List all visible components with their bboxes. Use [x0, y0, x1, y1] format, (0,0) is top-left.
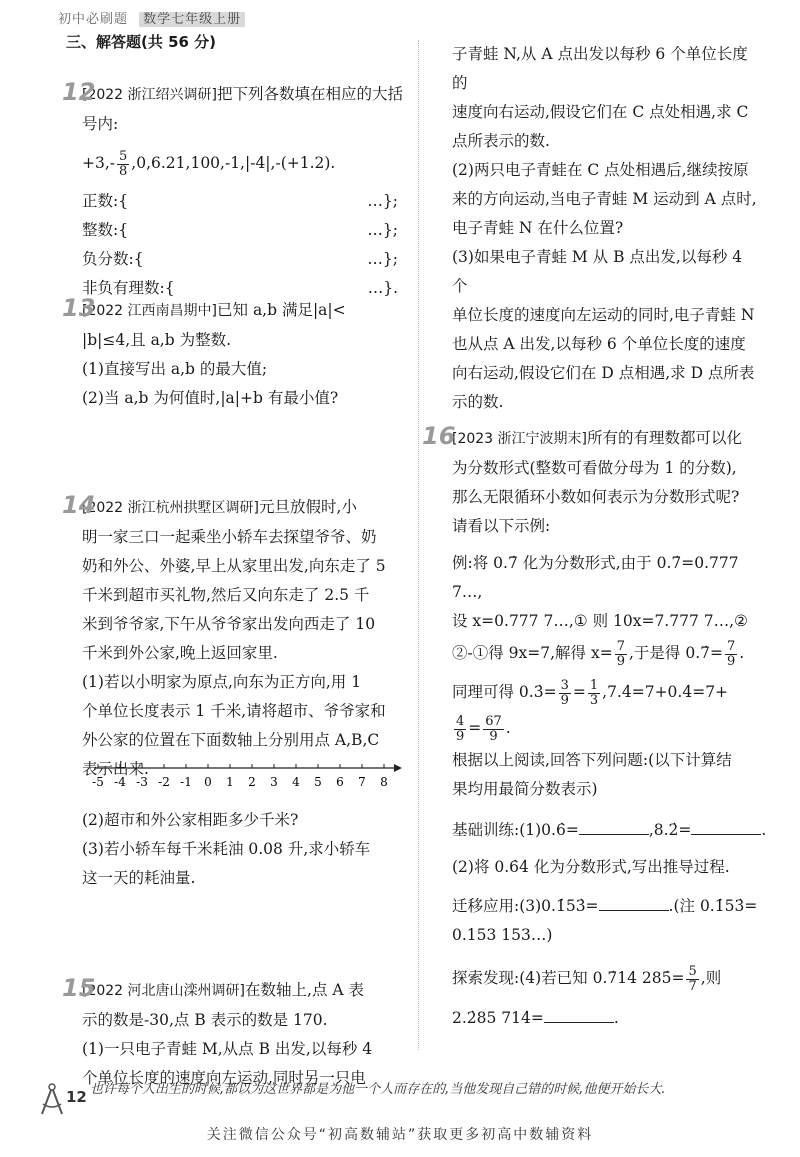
answer-blank[interactable]	[544, 1008, 614, 1023]
set-nonnegative-rational: 非负有理数:{ …}.	[82, 278, 398, 297]
question-source: [2022 浙江绍兴调研]	[82, 87, 218, 103]
set-positive: 正数:{ …};	[82, 191, 398, 210]
axis-tick-label: 8	[380, 775, 388, 789]
part-1: (1)一只电子青蛙 M,从点 B 出发,以每秒 4	[82, 1040, 373, 1058]
question-12	[62, 78, 406, 303]
question-number: 16	[422, 422, 456, 450]
example-line-3: ②-①得 9x=7,解得 x= $\frac{7}{9}$ ,于是得 0.7̇= $\frac{7}{9}$ .	[452, 638, 745, 669]
fraction: $\frac{7}{9}$	[616, 638, 625, 669]
axis-tick-label: -1	[180, 775, 192, 789]
fraction: $\frac{5}{7}$	[688, 963, 697, 994]
promo-line: 关注微信公众号“初高数辅站”获取更多初高中数辅资料	[206, 1127, 594, 1143]
question-15-continued: 子青蛙 N,从 A 点出发以每秒 6 个单位长度的 速度向右运动,假设它们在 C 点处相遇,求 C 点所表示的数. (2)两只电子青蛙在 C 点处相遇后,继续按原 来的方向运动,当电子青蛙 M 运动到 A 点时, 电子青蛙 N 在什么位置? (3)如果电子青蛙 M 从 B 点出发,以每秒 4 个 单位长度的速度向左运动的同时,电子青蛙 N 也从点 A 出发,以每秒 6 个单位长度的速度 向右运动,假设它们在 D 点相遇,求 D 点所表 示的数.	[452, 40, 762, 417]
fraction: $\frac{67}{9}$	[485, 713, 502, 744]
question-source: [2022 江西南昌期中]	[82, 303, 218, 319]
part-2: (2)将 0.6̇4̇ 化为分数形式,写出推导过程.	[452, 858, 730, 876]
example-line-2: 设 x=0.777 7…,① 则 10x=7.777 7…,②	[452, 612, 748, 630]
question-source: [2022 河北唐山滦州调研]	[82, 983, 246, 999]
example-line-1: 例:将 0.7̇ 化为分数形式,由于 0.7̇=0.777 7…,	[452, 554, 739, 601]
axis-tick-label: -5	[92, 775, 104, 789]
question-16: 16 [2023 浙江宁波期末]所有的有理数都可以化 为分数形式(整数可看做分母为 1 的分数), 那么无限循环小数如何表示为分数形式呢? 请看以下示例: 例:将 0.7̇ 化为分数形式,由于 0.7̇=0.777 7…, 设 x=0.777 7…,① 则 10x=7.777 7…,② ②-①得 9x=7,解得 x= $\frac{7}{9}$ ,于是得 0.7̇= $\frac{7}{9}$ . 同理可得 0.3̇= $\frac{3}{9}$ = $\frac{1}{3}$ ,7.4̇=7+0.4̇=7+ $\frac{4}{9}$ = $\frac{67}{9}$ . 根据以上阅读,回答下列问题:(以下计算结 果均用最简分数表示) 基础训练:(1)0.6̇= ,8.2̇= . (2)将 0.6̇4̇ 化为分数形式,写出推导过程. 迁移应用:(3)0.1̇53̇= .(注 0.1̇53̇= 0.153 153…) 探索发现:(4)若已知 0.7̇14 285̇= $\frac{5}{7}$ ,则 2.2̇85 714̇= .	[452, 424, 772, 1033]
compass-icon	[38, 1082, 66, 1116]
fraction: $\frac{3}{9}$	[560, 677, 569, 708]
axis-tick-label: 5	[314, 775, 322, 789]
question-number: 15	[62, 974, 96, 1002]
instruction: 根据以上阅读,回答下列问题:(以下计算结	[452, 751, 732, 769]
set-negative-fraction: 负分数:{ …};	[82, 249, 398, 268]
axis-tick-label: 6	[336, 775, 344, 789]
axis-tick-label: -3	[136, 775, 148, 789]
set-integer: 整数:{ …};	[82, 220, 398, 239]
footer-quote: 也许每个人出生的时候,都以为这世界都是为他一个人而存在的,当他发现自己错的时候,他便开始长大.	[90, 1082, 666, 1097]
column-divider	[418, 40, 419, 1050]
question-13: 13 [2022 江西南昌期中]已知 a,b 满足|a|< |b|≤4,且 a,b 为整数. (1)直接写出 a,b 的最大值; (2)当 a,b 为何值时,|a|+b 有最小值?	[82, 296, 406, 413]
fraction: $\frac{7}{9}$	[726, 638, 736, 669]
question-14-parts: (2)超市和外公家相距多少千米? (3)若小轿车每千米耗油 0.08 升,求小轿车 这一天的耗油量.	[82, 806, 406, 893]
part-2: (2)超市和外公家相距多少千米?	[82, 811, 299, 829]
page-header	[58, 8, 245, 27]
question-number: 12	[62, 78, 96, 106]
basic-training: 基础训练:(1)0.6̇= ,8.2̇= .	[452, 821, 767, 839]
page-number: 12	[66, 1088, 87, 1106]
part-2: (2)当 a,b 为何值时,|a|+b 有最小值?	[82, 389, 339, 407]
answer-blank[interactable]	[691, 820, 761, 835]
fraction: $\frac{1}{3}$	[589, 677, 599, 708]
left-column	[62, 28, 406, 1087]
question-text: 把下列各数填在相应的大括号内:	[82, 85, 404, 133]
answer-blank[interactable]	[599, 896, 669, 911]
book-title: 数学七年级上册	[139, 12, 245, 27]
same-line: 同理可得 0.3̇= $\frac{3}{9}$ = $\frac{1}{3}$ ,7.4̇=7+0.4̇=7+	[452, 677, 729, 708]
series-title: 初中必刷题	[58, 12, 129, 27]
set-list	[82, 187, 406, 303]
question-source: [2022 浙江杭州拱墅区调研]	[82, 500, 260, 516]
axis-tick-label: 2	[248, 775, 256, 789]
part-3: (3)若小轿车每千米耗油 0.08 升,求小轿车	[82, 840, 371, 858]
axis-tick-label: 7	[358, 775, 366, 789]
answer-blank[interactable]	[579, 820, 649, 835]
axis-tick-label: 3	[270, 775, 278, 789]
number-line	[92, 758, 402, 798]
migration-application: 迁移应用:(3)0.1̇53̇= .(注 0.1̇53̇=	[452, 897, 758, 915]
part-1: (1)若以小明家为原点,向东为正方向,用 1	[82, 673, 362, 691]
exploration: 探索发现:(4)若已知 0.7̇14 285̇= $\frac{5}{7}$ ,则	[452, 963, 722, 994]
question-number: 14	[62, 491, 96, 519]
fraction: $\frac{4}{9}$	[456, 713, 465, 744]
page-number-badge	[38, 1082, 88, 1118]
part-2: (2)两只电子青蛙在 C 点处相遇后,继续按原	[452, 161, 749, 179]
axis-tick-label: -4	[114, 775, 126, 789]
question-15: 15 [2022 河北唐山滦州调研]在数轴上,点 A 表 示的数是-30,点 B 表示的数是 170. (1)一只电子青蛙 M,从点 B 出发,以每秒 4 个单位长度的速度向左运动,同时另一只电	[82, 976, 406, 1093]
number-line-arrow	[394, 764, 402, 772]
question-number: 13	[62, 294, 96, 322]
right-column	[422, 40, 767, 1027]
section-title: 三、解答题(共 56 分)	[66, 33, 217, 51]
question-14: 14 [2022 浙江杭州拱墅区调研]元旦放假时,小 明一家三口一起乘坐小轿车去探望爷爷、奶 奶和外公、外婆,早上从家里出发,向东走了 5 千米到超市买礼物,然后又向东走了 2.5 千 米到爷爷家,下午从爷爷家出发向西走了 10 千米到外公家,晚上返回家里. (1)若以小明家为原点,向东为正方向,用 1 个单位长度表示 1 千米,请将超市、爷爷家和 外公家的位置在下面数轴上分别用点 A,B,C 表示出来.	[82, 493, 406, 784]
number-list: +3,- $\frac{5}{8}$ ,0,6.21,100,-1,|-4|,-(+1.2).	[82, 148, 336, 179]
part-3: (3)如果电子青蛙 M 从 B 点出发,以每秒 4 个	[452, 248, 743, 295]
axis-tick-label: 1	[226, 775, 234, 789]
fraction: $\frac{5}{8}$	[119, 148, 128, 179]
part-1: (1)直接写出 a,b 的最大值;	[82, 360, 268, 378]
axis-tick-label: -2	[158, 775, 170, 789]
exploration-answer: 2.2̇85 714̇= .	[452, 1009, 619, 1027]
axis-tick-label: 0	[204, 775, 212, 789]
axis-tick-label: 4	[292, 775, 300, 789]
same-line-2: $\frac{4}{9}$ = $\frac{67}{9}$ .	[456, 713, 511, 744]
question-source: [2023 浙江宁波期末]	[452, 431, 588, 447]
